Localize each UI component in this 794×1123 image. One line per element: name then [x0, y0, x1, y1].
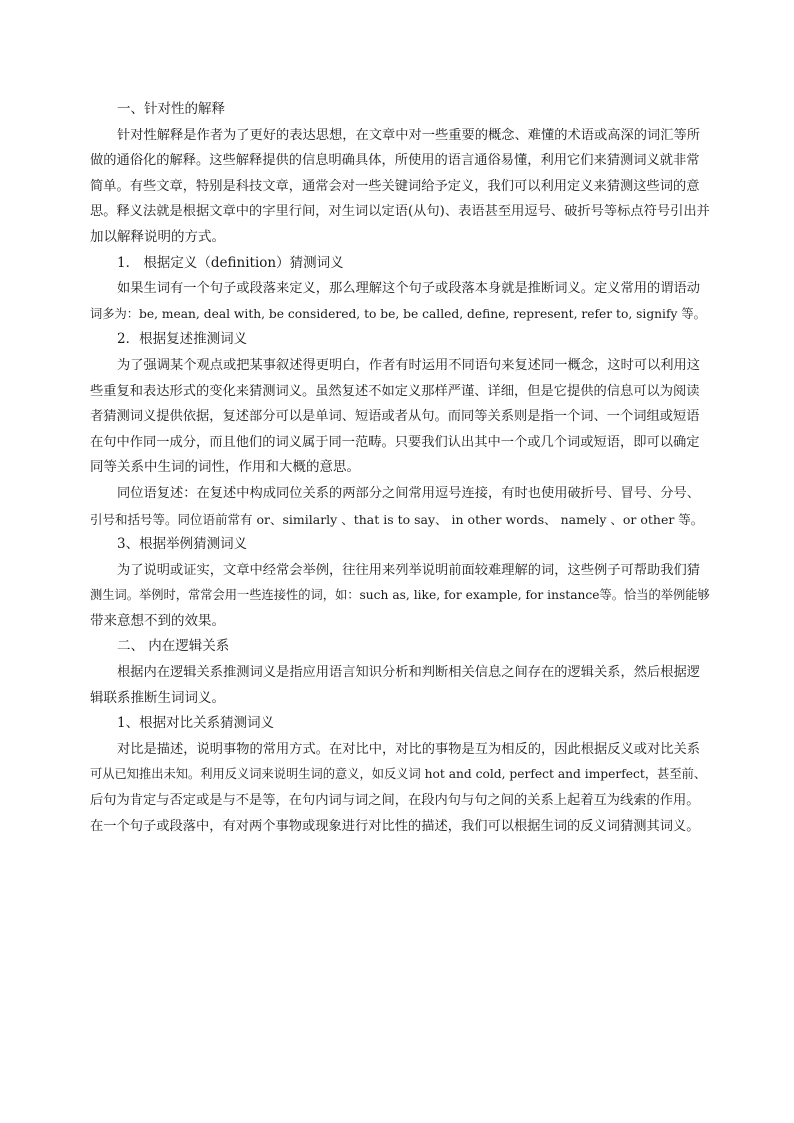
- paragraph-line: 为了强调某个观点或把某事叙述得更明白，作者有时运用不同语句来复述同一概念，这时可以利用这: [117, 357, 701, 373]
- paragraph-line: 针对性解释是作者为了更好的表达思想，在文章中对一些重要的概念、难懂的术语或高深的词汇等所: [117, 127, 701, 143]
- paragraph-line: 加以解释说明的方式。: [90, 228, 225, 245]
- paragraph-line: 做的通俗化的解释。这些解释提供的信息明确具体，所使用的语言通俗易懂，利用它们来猜测词义就非常: [90, 153, 700, 169]
- paragraph-line: 在句中作同一成分，而且他们的词义属于同一范畴。只要我们认出其中一个或几个词或短语，即可以确定: [90, 434, 700, 450]
- paragraph-line: 引号和括号等。同位语前常有 or、similarly 、that is to say、 in other words、 namely 、or other 等。: [90, 511, 704, 527]
- paragraph-line: 测生词。举例时，常常会用一些连接性的词，如：such as, like, for example, for instance等。恰当的举例能够: [90, 588, 710, 603]
- paragraph-line: 简单。有些文章，特别是科技文章，通常会对一些关键词给予定义，我们可以利用定义来猜测这些词的意: [90, 178, 700, 194]
- paragraph-line: 带来意想不到的效果。: [90, 612, 225, 629]
- paragraph-line: 辑联系推断生词词义。: [90, 689, 225, 706]
- paragraph-line: 根据内在逻辑关系推测词义是指应用语言知识分析和判断相关信息之间存在的逻辑关系，然后根据逻: [117, 665, 701, 681]
- paragraph-line: 同位语复述：在复述中构成同位关系的两部分之间常用逗号连接，有时也使用破折号、冒号、分号、: [117, 485, 701, 501]
- paragraph-line: 在一个句子或段落中，有对两个事物或现象进行对比性的描述，我们可以根据生词的反义词猜测其词义。: [90, 818, 700, 834]
- subsection-heading: 1． 根据定义（definition）猜测词义: [117, 254, 344, 271]
- section-heading: 二、 内在逻辑关系: [117, 638, 230, 655]
- paragraph-line: 如果生词有一个句子或段落来定义，那么理解这个句子或段落本身就是推断词义。定义常用的谓语动: [117, 281, 701, 297]
- subsection-heading: 3、根据举例猜测词义: [117, 536, 248, 553]
- paragraph-line: 些重复和表达形式的变化来猜测词义。虽然复述不如定义那样严谨、详细，但是它提供的信息可以为阅读: [90, 383, 700, 399]
- paragraph-line: 同等关系中生词的词性，作用和大概的意思。: [90, 459, 360, 476]
- document-body: [90, 97, 710, 839]
- paragraph-line: 词多为：be, mean, deal with, be considered, to be, be called, define, represent, refer to, signify 等。: [90, 306, 706, 321]
- paragraph-line: 者猜测词义提供依据，复述部分可以是单词、短语或者从句。而同等关系则是指一个词、一个词组或短语: [90, 409, 700, 425]
- section-heading: 一、针对性的解释: [117, 101, 225, 117]
- paragraph-line: 为了说明或证实，文章中经常会举例，往往用来列举说明前面较难理解的词，这些例子可帮助我们猜: [117, 562, 701, 578]
- paragraph-line: 思。释义法就是根据文章中的字里行间，对生词以定语(从句)、表语甚至用逗号、破折号等标点符号引出并: [90, 204, 710, 220]
- paragraph-line: 可从已知推出未知。利用反义词来说明生词的意义，如反义词 hot and cold, perfect and imperfect，甚至前、: [90, 767, 707, 782]
- paragraph-line: 对比是描述，说明事物的常用方式。在对比中，对比的事物是互为相反的，因此根据反义或对比关系: [117, 741, 701, 757]
- paragraph-line: 后句为肯定与否定或是与不是等，在句内词与词之间，在段内句与句之间的关系上起着互为线索的作用。: [90, 793, 700, 809]
- subsection-heading: 2．根据复述推测词义: [117, 331, 248, 348]
- subsection-heading: 1、根据对比关系猜测词义: [117, 715, 275, 732]
